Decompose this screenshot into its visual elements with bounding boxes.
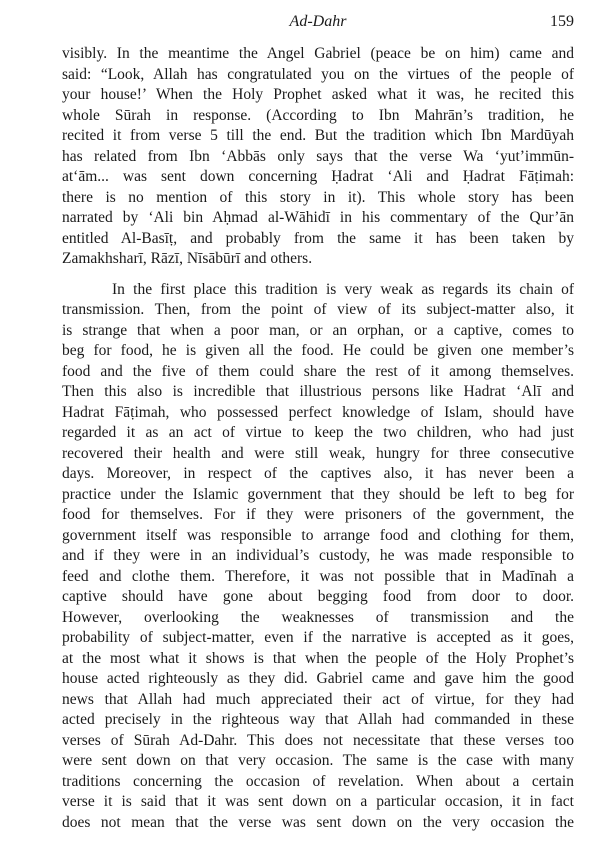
text-line: said: “Look, Allah has congratulated you on the virtues of the people of	[62, 65, 574, 83]
text-line: recovered their health and were still weak, hungry for three consecutive	[62, 444, 574, 462]
page-number: 159	[550, 13, 574, 30]
running-header	[62, 10, 574, 34]
text-line: food and the five of them could share the rest of it among themselves.	[62, 362, 574, 380]
paragraph-1	[62, 44, 574, 270]
text-line: your house!’ When the Holy Prophet asked what it was, he recited this	[62, 86, 574, 103]
text-line: Then this also is incredible that illustrious persons like Hadrat ‘Alī and	[62, 383, 574, 400]
text-line: captive should have gone about begging food from door to door.	[62, 588, 574, 605]
text-line: Hadrat Fāṭimah, who possessed perfect knowledge of Islam, should have	[62, 403, 574, 421]
text-line: In the first place this tradition is very weak as regards its chain of	[112, 280, 574, 298]
text-line: probability of subject-matter, even if the narrative is accepted as it goes,	[62, 629, 574, 646]
text-line: regarded it as an act of virtue to keep the two children, who had just	[62, 424, 574, 441]
text-line: food for themselves. For if they were prisoners of the government, the	[62, 506, 574, 523]
text-line: there is no mention of this story in it). This whole story has been	[62, 188, 574, 206]
text-line: and if they were in an individual’s custody, he was made responsible to	[62, 547, 574, 564]
text-line: beg for food, he is given all the food. He could be given one member’s	[62, 342, 574, 359]
paragraph-2	[62, 280, 574, 834]
text-line: news that Allah had much appreciated their act of virtue, for they had	[62, 690, 574, 708]
text-line: narrated by ‘Ali bin Aḥmad al-Wāhidī in his commentary of the Qur’ān	[62, 209, 574, 226]
text-line: transmission. Then, from the point of view of its subject-matter also, it	[62, 301, 574, 318]
text-line: traditions concerning the occasion of revelation. When about a certain	[62, 772, 574, 790]
text-line: Zamakhsharī, Rāzī, Nīsābūrī and others.	[62, 250, 313, 267]
text-line: verse it is said that it was sent down on a particular occasion, it in fact	[62, 793, 574, 810]
text-line: days. Moreover, in respect of the captives also, it has never been a	[62, 465, 574, 482]
text-line: acted precisely in the righteous way that Allah had commanded in these	[62, 711, 574, 728]
text-line: is strange that when a poor man, or an orphan, or a captive, comes to	[62, 321, 574, 339]
running-title: Ad-Dahr	[289, 13, 347, 30]
text-line: However, overlooking the weaknesses of transmission and the	[62, 608, 574, 626]
text-line: were sent down on that very occasion. The same is the case with many	[62, 752, 574, 769]
text-line: entitled Al-Basīṭ, and probably from the same it has been taken by	[62, 229, 574, 247]
text-line: verses of Sūrah Ad-Dahr. This does not necessitate that these verses too	[62, 731, 574, 749]
text-line: at the most what it shows is that when the people of the Holy Prophet’s	[62, 649, 574, 667]
text-line: does not mean that the verse was sent down on the very occasion the	[62, 813, 574, 831]
text-line: house acted righteously as they did. Gabriel came and gave him the good	[62, 670, 574, 687]
text-line: visibly. In the meantime the Angel Gabriel (peace be on him) came and	[62, 45, 574, 62]
text-line: at‘ām... was sent down concerning Ḥadrat ‘Ali and Ḥadrat Fāṭimah:	[62, 168, 574, 185]
text-line: has related from Ibn ‘Abbās only says that the verse Wa ‘yut’immūn-	[62, 147, 574, 165]
text-line: government itself was responsible to arrange food and clothing for them,	[62, 526, 574, 544]
body-text	[62, 44, 574, 833]
text-line: practice under the Islamic government that they should be left to beg for	[62, 485, 574, 503]
text-line: recited it from verse 5 till the end. But the tradition which Ibn Mardūyah	[62, 127, 574, 144]
text-line: whole Sūrah in response. (According to Ibn Mahrān’s tradition, he	[62, 106, 574, 124]
text-line: feed and clothe them. Therefore, it was not possible that in Madīnah a	[62, 567, 574, 585]
